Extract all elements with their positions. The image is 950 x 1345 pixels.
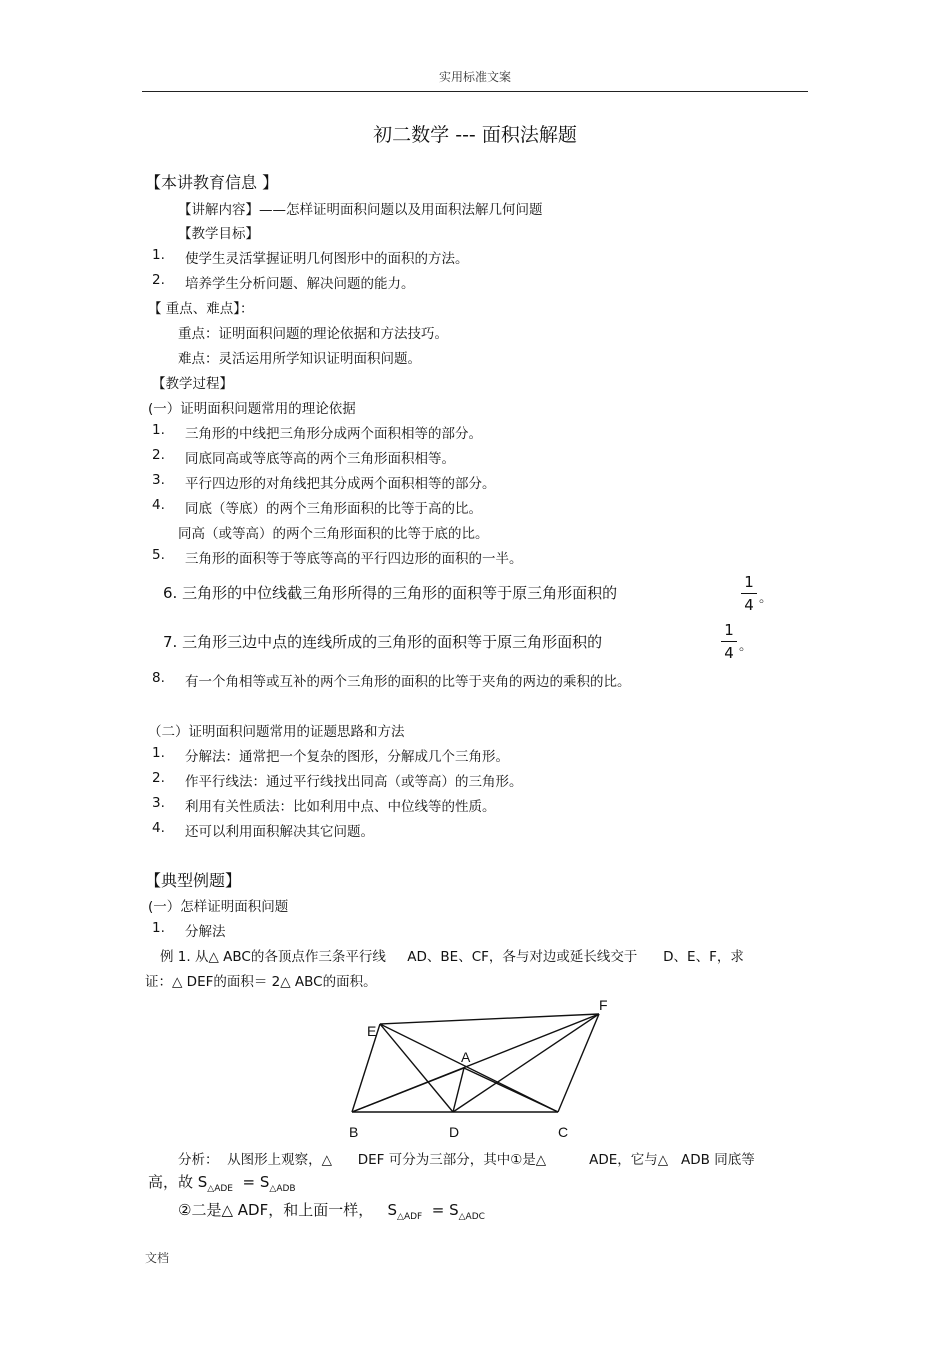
lecture-content: 【讲解内容】——怎样证明面积问题以及用面积法解几何问题: [178, 202, 543, 218]
label-F: F: [599, 997, 608, 1013]
fraction-denominator: 4: [724, 644, 734, 662]
analysis-line3: [178, 1199, 485, 1222]
part1-heading: (一）证明面积问题常用的理论依据: [148, 401, 356, 417]
examples-heading: 【典型例题】: [145, 871, 242, 890]
theory-item-6: 6. 三角形的中位线截三角形所得的三角形的面积等于原三角形面积的: [163, 584, 618, 602]
info-heading: 【本讲教育信息 】: [145, 173, 279, 192]
theory-text: 同底同高或等底等高的两个三角形面积相等。: [185, 451, 455, 467]
analysis-text: 高，故 S: [148, 1173, 208, 1191]
method-num: 2.: [152, 770, 165, 786]
page-title: 初二数学 --- 面积法解题: [373, 124, 577, 146]
analysis-text: = S: [422, 1201, 459, 1219]
subscript: △ADE: [207, 1184, 233, 1194]
example1-line1: 例 1. 从△ ABC的各顶点作三条平行线 AD、BE、CF，各与对边或延长线交于 D、E、F，求: [160, 949, 744, 965]
page-footer: 文档: [145, 1251, 170, 1265]
method-num: 1.: [152, 745, 165, 761]
process-heading: 【教学过程】: [152, 376, 233, 392]
label-E: E: [367, 1023, 377, 1039]
part2-heading: （二）证明面积问题常用的证题思路和方法: [148, 724, 405, 740]
analysis-text: = S: [233, 1173, 270, 1191]
theory-num: 3.: [152, 472, 165, 488]
theory-item-7: 7. 三角形三边中点的连线所成的三角形的面积等于原三角形面积的: [163, 633, 603, 651]
examples-sub-heading: (一）怎样证明面积问题: [148, 899, 289, 915]
theory-num: 1.: [152, 422, 165, 438]
key-heading: 【 重点、难点】：: [148, 301, 254, 317]
theory-text: 同底（等底）的两个三角形面积的比等于高的比。: [185, 501, 482, 517]
fraction-one-quarter: [741, 573, 757, 614]
analysis-text: ②二是△ ADF，和上面一样， S: [178, 1201, 398, 1219]
theory-num: 5.: [152, 547, 165, 563]
fraction-one-quarter: [721, 621, 737, 662]
geometry-figure: [330, 990, 630, 1145]
example1-line2: 证：△ DEF的面积＝ 2△ ABC的面积。: [145, 974, 377, 990]
segment-FC: [558, 1014, 599, 1112]
fraction-numerator: 1: [724, 621, 734, 639]
subscript: △ADB: [269, 1184, 296, 1194]
label-C: C: [558, 1124, 569, 1140]
theory-num: 2.: [152, 447, 165, 463]
subscript: △ADF: [397, 1212, 423, 1222]
label-A: A: [461, 1049, 471, 1065]
method-text: 作平行线法：通过平行线找出同高（或等高）的三角形。: [185, 774, 523, 790]
period: 。: [759, 590, 773, 606]
goals-heading: 【教学目标】: [178, 226, 259, 242]
key-point: 重点：证明面积问题的理论依据和方法技巧。: [178, 326, 448, 342]
subscript: △ADC: [458, 1212, 485, 1222]
method-name: 分解法: [185, 924, 226, 940]
label-D: D: [449, 1124, 460, 1140]
fraction-denominator: 4: [744, 596, 754, 614]
method-text: 利用有关性质法：比如利用中点、中位线等的性质。: [185, 799, 496, 815]
goal-text: 使学生灵活掌握证明几何图形中的面积的方法。: [185, 251, 469, 267]
goal-num: 2.: [152, 272, 165, 288]
theory-text: 同高（或等高）的两个三角形面积的比等于底的比。: [178, 526, 489, 542]
theory-text: 平行四边形的对角线把其分成两个面积相等的部分。: [185, 476, 496, 492]
segment-EF: [380, 1014, 599, 1024]
method-num: 1.: [152, 920, 165, 936]
theory-num: 4.: [152, 497, 165, 513]
segment-EC: [380, 1024, 558, 1112]
theory-text: 三角形的中线把三角形分成两个面积相等的部分。: [185, 426, 482, 442]
header-rule: [142, 91, 808, 92]
fraction-numerator: 1: [744, 573, 754, 591]
method-num: 3.: [152, 795, 165, 811]
theory-text: 有一个角相等或互补的两个三角形的面积的比等于夹角的两边的乘积的比。: [185, 674, 631, 690]
analysis-line2: [148, 1171, 296, 1194]
goal-num: 1.: [152, 247, 165, 263]
analysis-line1: 分析： 从图形上观察，△ DEF 可分为三部分，其中①是△ ADE，它与△ ADB 同底等: [178, 1152, 755, 1168]
method-text: 分解法：通常把一个复杂的图形，分解成几个三角形。: [185, 749, 509, 765]
theory-text: 三角形的面积等于等底等高的平行四边形的面积的一半。: [185, 551, 523, 567]
theory-num: 8.: [152, 670, 165, 686]
label-B: B: [349, 1124, 359, 1140]
segment-ED: [380, 1024, 453, 1112]
method-num: 4.: [152, 820, 165, 836]
difficult-point: 难点：灵活运用所学知识证明面积问题。: [178, 351, 421, 367]
method-text: 还可以利用面积解决其它问题。: [185, 824, 374, 840]
period: 。: [739, 638, 753, 654]
goal-text: 培养学生分析问题、解决问题的能力。: [185, 276, 415, 292]
page-header: 实用标准文案: [438, 70, 511, 84]
